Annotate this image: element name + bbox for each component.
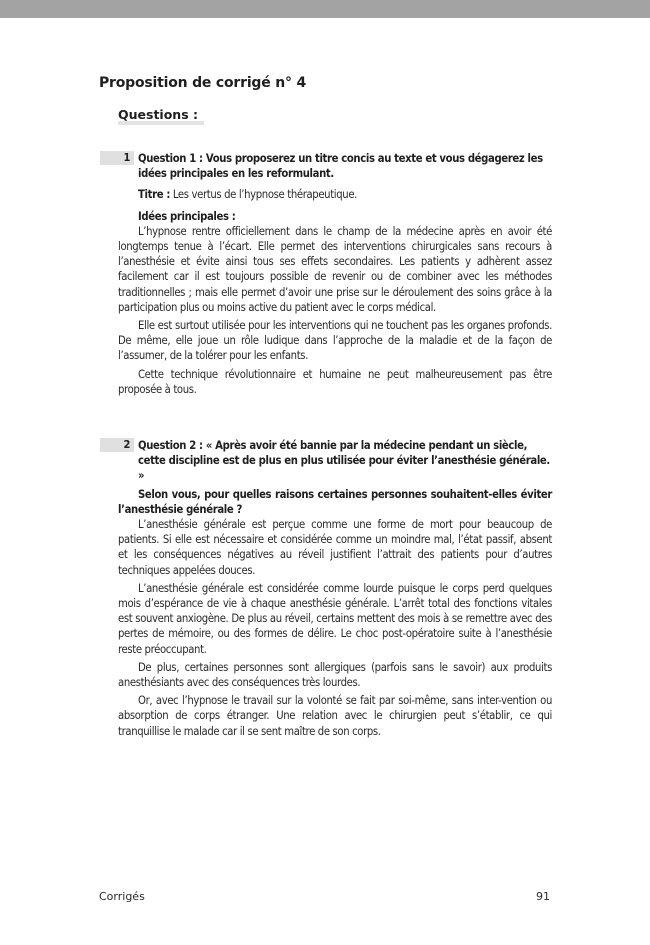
question-number-2: 2 (100, 438, 134, 452)
q2-paragraph-4: Or, avec l’hypnose le travail sur la volonté se fait par soi-même, sans inter-vention ou absorption de corps étranger. Une relation avec le chirurgien peut s’établir, ce qui tranquillise le malade car il se sent maître de son corps. (118, 694, 552, 738)
titre-label: Titre : (138, 188, 170, 202)
top-header-bar (0, 0, 650, 18)
question-number-1: 1 (100, 151, 134, 165)
q2-section (118, 438, 552, 739)
q1-paragraph-3: Cette technique révolutionnaire et humaine ne peut malheureusement pas être proposée à tous. (118, 367, 552, 396)
q2-paragraph-3: De plus, certaines personnes sont allergiques (parfois sans le savoir) aux produits anesthésiants avec des conséquences très lourdes. (118, 660, 552, 690)
q1-paragraph-2: Elle est surtout utilisée pour les interventions qui ne touchent pas les organes profonds. De même, elle joue un rôle ludique dans l’approche de la maladie et de la façon de l’assumer, de la tolérer pour les enfants. (118, 319, 552, 363)
titre-value: Les vertus de l’hypnose thérapeutique. (172, 188, 358, 202)
q1-section (118, 151, 552, 397)
q1-paragraph-1: L’hypnose rentre officiellement dans le champ de la médecine après en avoir été longtemps tenue à l’écart. Elle permet des interventions chirurgicales sans recours à l’anesthésie et évite ainsi tous ses effets secondaires. Les patients y adhèrent assez facilement car il est toujours possible de revenir ou de combiner avec les méthodes traditionnelles ; mais elle permet d’avoir une prise sur le déroulement des soins grâce à la participation plus ou moins active du patient avec le corps médical. (118, 224, 552, 314)
question-1-text: Question 1 : Vous proposerez un titre concis au texte et vous dégagerez les idées principales en les reformulant. (138, 152, 543, 181)
page-title: Proposition de corrigé n° 4 (99, 75, 306, 91)
idees-principales-label: Idées principales : (138, 209, 236, 223)
q2-paragraph-2: L’anesthésie générale est considérée comme lourde puisque le corps perd quelques mois d’espérance de vie à chaque anesthésie générale. L’arrêt total des fonctions vitales est souvent anxiogène. De plus au réveil, certains mettent des mois à se remettre avec des pertes de mémoire, ou des formes de délire. Le choc post-opératoire suite à l’anesthésie reste préoccupant. (118, 581, 552, 656)
titre-line (138, 187, 552, 202)
footer-section-label: Corrigés (99, 890, 145, 903)
question-2-text: Question 2 : « Après avoir été bannie par la médecine pendant un siècle, cette discipline est de plus en plus utilisée pour éviter l’anesthésie générale. » (138, 439, 550, 483)
question-1-block (118, 151, 552, 397)
question-2-block (118, 438, 552, 739)
page-number: 91 (536, 890, 550, 903)
q2-paragraph-1: L’anesthésie générale est perçue comme une forme de mort pour beaucoup de patients. Si elle est nécessaire et considérée comme un moindre mal, l’état passif, absent et les conséquences négatives au réveil justifient l’attrait des patients pour d’autres techniques appelées douces. (118, 518, 552, 577)
questions-heading: Questions : (118, 107, 198, 122)
question-2-subquestion: Selon vous, pour quelles raisons certaines personnes souhaitent-elles éviter l’anesthésie générale ? (118, 487, 552, 516)
